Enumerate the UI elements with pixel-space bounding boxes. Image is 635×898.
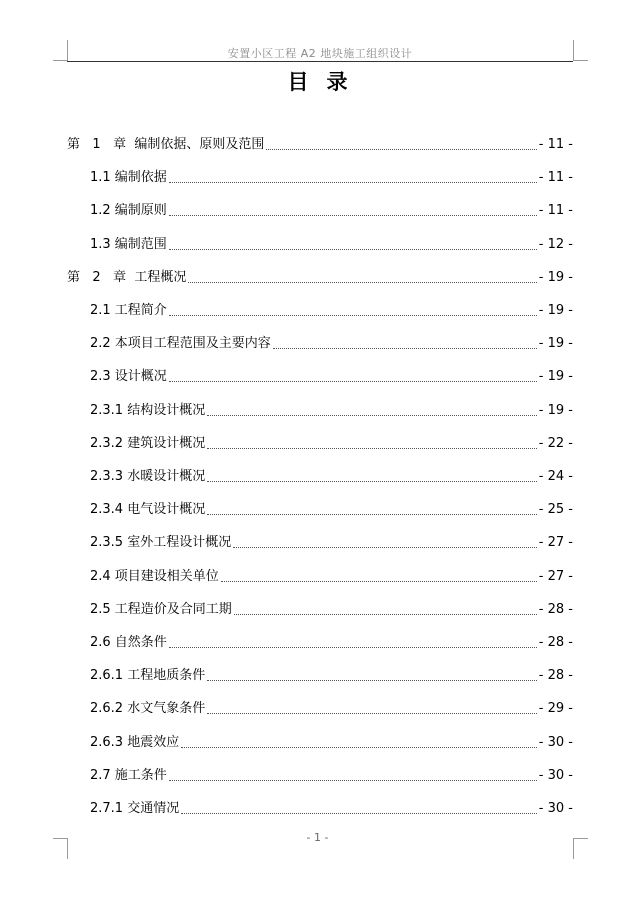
toc-entry[interactable] (90, 633, 573, 653)
toc-entry-page: - 11 - (538, 203, 573, 219)
toc-entry-page: - 28 - (538, 635, 573, 650)
header-divider (67, 61, 573, 62)
toc-entry-title: 2.1 工程简介 (90, 303, 167, 318)
toc-entry-page: - 19 - (538, 336, 573, 352)
toc-entry-page: - 29 - (538, 701, 573, 717)
toc-leader-dots (188, 281, 536, 283)
toc-entry-page: - 24 - (538, 469, 573, 484)
toc-entry-page: - 11 - (538, 137, 573, 152)
toc-entry[interactable] (90, 600, 573, 620)
toc-entry[interactable] (90, 201, 573, 221)
toc-entry-title: 2.3.1 结构设计概况 (90, 402, 206, 418)
page-corner-mark-top-right (573, 40, 588, 61)
toc-entry-title: 1.2 编制原则 (90, 203, 167, 219)
toc-leader-dots (169, 779, 537, 781)
toc-leader-dots (181, 812, 537, 814)
toc-entry[interactable] (90, 235, 573, 255)
toc-entry-page: - 28 - (538, 668, 573, 684)
toc-entry[interactable] (90, 467, 573, 487)
page-corner-mark-top-left (53, 40, 68, 61)
page-header: 安置小区工程 A2 地块施工组织设计 (227, 47, 413, 60)
toc-entry[interactable] (67, 268, 573, 288)
toc-entry-title: 2.3 设计概况 (90, 369, 167, 385)
toc-entry-page: - 22 - (538, 435, 573, 451)
toc-entry[interactable] (90, 334, 573, 354)
toc-entry-title: 2.2 本项目工程范围及主要内容 (90, 336, 271, 352)
toc-entry[interactable] (90, 533, 573, 553)
toc-leader-dots (207, 712, 537, 714)
toc-entry-title: 2.3.5 室外工程设计概况 (90, 535, 232, 551)
toc-entry-page: - 28 - (538, 601, 573, 617)
toc-leader-dots (169, 214, 537, 216)
toc-leader-dots (207, 447, 537, 449)
toc-entry-page: - 11 - (538, 170, 573, 186)
toc-entry-page: - 30 - (538, 767, 573, 783)
toc-entry-page: - 19 - (538, 402, 573, 418)
toc-leader-dots (207, 679, 537, 681)
toc-entry[interactable] (90, 434, 573, 454)
toc-entry[interactable] (90, 666, 573, 686)
toc-entry-page: - 12 - (538, 236, 573, 252)
toc-entry[interactable] (90, 168, 573, 188)
toc-leader-dots (234, 613, 537, 615)
toc-entry[interactable] (90, 699, 573, 719)
toc-entry-page: - 19 - (538, 303, 573, 318)
toc-entry-title: 2.3.3 水暖设计概况 (90, 469, 206, 484)
toc-leader-dots (169, 646, 537, 648)
toc-entry[interactable] (90, 301, 573, 321)
toc-entry-title: 2.7 施工条件 (90, 767, 167, 783)
toc-entry-title: 2.6.3 地震效应 (90, 734, 180, 750)
toc-leader-dots (273, 347, 537, 349)
toc-leader-dots (169, 248, 537, 250)
toc-entry-page: - 27 - (538, 568, 573, 584)
toc-entry[interactable] (67, 135, 573, 155)
toc-entry-title: 第 2 章 工程概况 (67, 269, 187, 285)
toc-entry-page: - 19 - (538, 269, 573, 285)
toc-leader-dots (207, 480, 537, 482)
toc-entry-title: 2.5 工程造价及合同工期 (90, 601, 232, 617)
toc-entry[interactable] (90, 766, 573, 786)
toc-leader-dots (169, 314, 537, 316)
toc-entry-title: 2.3.2 建筑设计概况 (90, 435, 206, 451)
toc-leader-dots (207, 513, 537, 515)
toc-leader-dots (169, 380, 537, 382)
toc-entry-title: 1.1 编制依据 (90, 170, 167, 186)
toc-entry[interactable] (90, 401, 573, 421)
toc-entry[interactable] (90, 500, 573, 520)
page-title: 目录 (287, 69, 366, 94)
toc-leader-dots (169, 181, 537, 183)
toc-entry-page: - 19 - (538, 369, 573, 385)
toc-entry-page: - 27 - (538, 535, 573, 551)
toc-entry-title: 2.7.1 交通情况 (90, 801, 180, 816)
toc-entry-page: - 30 - (538, 734, 573, 750)
toc-entry[interactable] (90, 799, 573, 819)
toc-entry-title: 2.4 项目建设相关单位 (90, 568, 219, 584)
toc-entry-title: 2.6.2 水文气象条件 (90, 701, 206, 717)
toc-leader-dots (181, 746, 537, 748)
toc-entry-title: 2.3.4 电气设计概况 (90, 502, 206, 518)
toc-entry[interactable] (90, 733, 573, 753)
toc-leader-dots (233, 546, 537, 548)
toc-leader-dots (266, 148, 536, 150)
toc-entry-title: 第 1 章 编制依据、原则及范围 (67, 137, 265, 152)
toc-entry[interactable] (90, 367, 573, 387)
toc-leader-dots (207, 414, 537, 416)
toc-leader-dots (221, 580, 537, 582)
toc-entry-title: 2.6 自然条件 (90, 635, 167, 650)
toc-entry-page: - 25 - (538, 502, 573, 518)
toc-entry-page: - 30 - (538, 801, 573, 816)
toc-entry-title: 1.3 编制范围 (90, 236, 167, 252)
page-number: - 1 - (306, 831, 329, 844)
toc-entry-title: 2.6.1 工程地质条件 (90, 668, 206, 684)
toc-entry[interactable] (90, 567, 573, 587)
